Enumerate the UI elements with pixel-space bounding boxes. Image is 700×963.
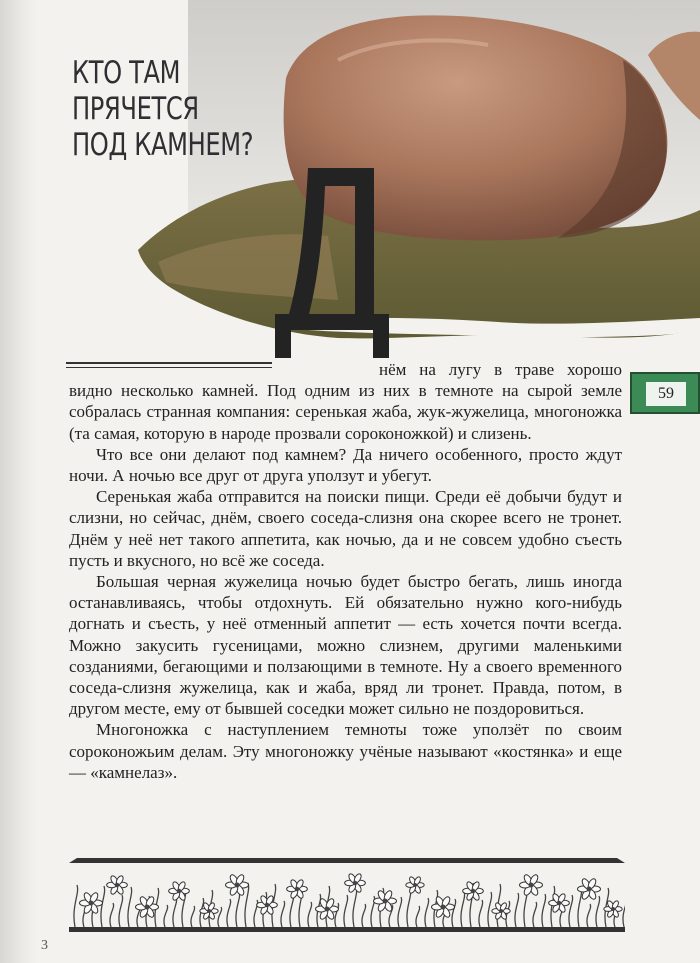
flower-border-illustration — [69, 855, 625, 933]
paragraph-text: нём на лугу в траве хорошо видно несколько камней. Под одним из них в темноте на сырой земле собралась странная компания: серенькая жаба, жук-жужелица, многоножка (та самая, которую в народе прозвали сороконожкой) и слизень. — [69, 360, 622, 443]
paragraph: Что все они делают под камнем? Да ничего особенного, просто ждут ночи. А ночью все друг от друга уползут и убегут. — [69, 444, 622, 486]
paragraph: Большая черная жужелица ночью будет быстро бегать, лишь иногда останавливаясь, чтобы отдохнуть. Ей обязательно нужно кого-нибудь догнать и съесть, у неё отменный аппетит — есть хочется почти всегда. Можно закусить гусеницами, можно слизнем, другими маленькими созданиями, бегающими и ползающими в темноте. Ну а своего временного соседа-слизня жужелица, как и жаба, вряд ли тронет. Правда, потом, в другом месте, ему от бывшей соседки может сильно не поздоровиться. — [69, 572, 622, 719]
paragraph: Многоножка с наступлением темноты тоже уползёт по своим сороконожьим делам. Эту многоножку учёные называют «костянка» и еще — «камнелаз». — [69, 720, 622, 782]
paragraph: Серенькая жаба отправится на поиски пищи. Среди её добычи будут и слизни, но сейчас, днём, своего соседа-слизня она скорее всего не тронет. Днём у неё нет такого аппетита, как ночью, да и не совсем удобно съесть пусть и вкусного, но всё же соседа. — [69, 487, 622, 570]
page-title — [72, 55, 253, 163]
page-number-badge — [630, 372, 700, 414]
book-spine-shadow — [0, 0, 38, 963]
title-line: ПРЯЧЕТСЯ — [72, 91, 199, 127]
body-text — [69, 359, 622, 783]
page-number: 59 — [646, 382, 686, 406]
book-page — [38, 0, 700, 963]
title-line: ПОД КАМНЕМ? — [72, 127, 254, 163]
corner-mark: 3 — [41, 938, 48, 953]
drop-cap-letter — [275, 168, 389, 358]
paragraph — [69, 359, 622, 444]
title-line: КТО ТАМ — [72, 55, 181, 91]
